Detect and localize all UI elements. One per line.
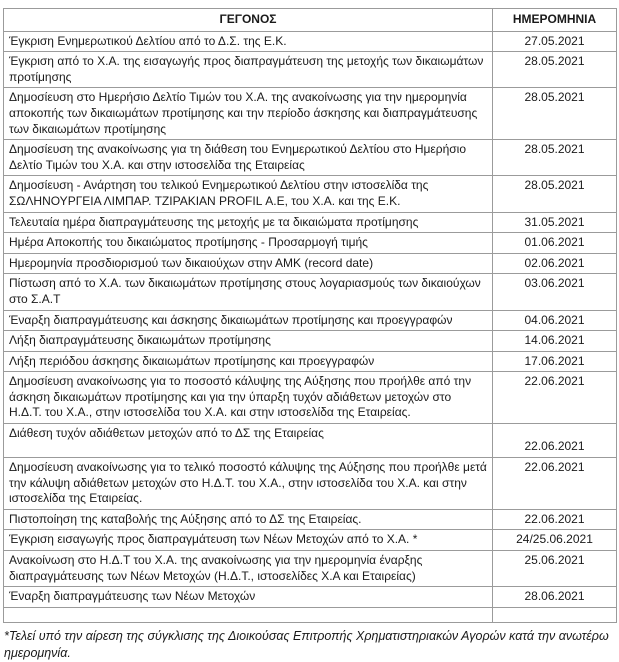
date-cell: 22.06.2021	[493, 424, 617, 458]
event-cell: Λήξη περιόδου άσκησης δικαιωμάτων προτίμησης και προεγγραφών	[4, 351, 493, 372]
event-cell: Έγκριση εισαγωγής προς διαπραγμάτευση των Νέων Μετοχών από το Χ.Α. *	[4, 530, 493, 551]
table-row	[4, 88, 617, 140]
date-cell: 31.05.2021	[493, 212, 617, 233]
table-row	[4, 274, 617, 310]
date-cell: 14.06.2021	[493, 331, 617, 352]
table-row	[4, 551, 617, 587]
event-cell: Πιστοποίηση της καταβολής της Αύξησης από το ΔΣ της Εταιρείας.	[4, 509, 493, 530]
event-cell: Δημοσίευση ανακοίνωσης για το ποσοστό κάλυψης της Αύξησης που προήλθε από την άσκηση δικαιωμάτων προτίμησης και για την ύπαρξη τυχόν αδιάθετων μετοχών στο Η.Δ.Τ. του Χ.Α., στην ιστοσελίδα του Χ.Α. και στην ιστοσελίδα της Εταιρείας.	[4, 372, 493, 424]
event-cell: Δημοσίευση - Ανάρτηση του τελικού Ενημερωτικού Δελτίου στην ιστοσελίδα της ΣΩΛΗΝΟΥΡΓΕΙΑ ΛΙΜΠΑΡ. ΤΖΙΡΑΚΙΑΝ PROFIL Α.Ε, του Χ.Α. και της Ε.Κ.	[4, 176, 493, 212]
event-cell: Ημερομηνία προσδιορισμού των δικαιούχων στην ΑΜΚ (record date)	[4, 253, 493, 274]
date-cell: 22.06.2021	[493, 509, 617, 530]
table-row	[4, 530, 617, 551]
date-cell: 22.06.2021	[493, 458, 617, 510]
date-cell: 28.05.2021	[493, 176, 617, 212]
event-cell: Ανακοίνωση στο Η.Δ.Τ του Χ.Α. της ανακοίνωσης για την ημερομηνία έναρξης διαπραγμάτευσης των Νέων Μετοχών (Η.Δ.Τ., ιστοσελίδες Χ.Α και Εταιρείας)	[4, 551, 493, 587]
date-cell	[493, 607, 617, 622]
table-row	[4, 140, 617, 176]
table-row	[4, 509, 617, 530]
column-header-date: ΗΜΕΡΟΜΗΝΙΑ	[493, 9, 617, 32]
date-cell: 28.05.2021	[493, 52, 617, 88]
footnote: *Τελεί υπό την αίρεση της σύγκλισης της Διοικούσας Επιτροπής Χρηματιστηριακών Αγορών κατά την ανωτέρω ημερομηνία.	[4, 628, 609, 660]
date-cell: 28.05.2021	[493, 140, 617, 176]
event-cell: Δημοσίευση της ανακοίνωσης για τη διάθεση του Ενημερωτικού Δελτίου στο Ημερήσιο Δελτίο Τιμών του Χ.Α. και στην ιστοσελίδα της Εταιρείας	[4, 140, 493, 176]
timeline-table	[3, 8, 617, 623]
table-row	[4, 458, 617, 510]
table-row-empty	[4, 607, 617, 622]
date-cell: 24/25.06.2021	[493, 530, 617, 551]
date-cell: 22.06.2021	[493, 372, 617, 424]
table-row	[4, 253, 617, 274]
table-row	[4, 176, 617, 212]
table-row	[4, 310, 617, 331]
table-row	[4, 424, 617, 458]
event-cell	[4, 607, 493, 622]
event-cell: Δημοσίευση στο Ημερήσιο Δελτίο Τιμών του Χ.Α. της ανακοίνωσης για την ημερομηνία αποκοπής των δικαιωμάτων προτίμησης και την περίοδο άσκησης και διαπραγμάτευσης των δικαιωμάτων προτίμησης	[4, 88, 493, 140]
table-header-row	[4, 9, 617, 32]
table-row	[4, 52, 617, 88]
date-cell: 27.05.2021	[493, 31, 617, 52]
date-cell: 17.06.2021	[493, 351, 617, 372]
date-cell: 28.05.2021	[493, 88, 617, 140]
event-cell: Έναρξη διαπραγμάτευσης και άσκησης δικαιωμάτων προτίμησης και προεγγραφών	[4, 310, 493, 331]
event-cell: Δημοσίευση ανακοίνωσης για το τελικό ποσοστό κάλυψης της Αύξησης που προήλθε μετά την κάλυψη αδιάθετων μετοχών στο Η.Δ.Τ. του Χ.Α., στην ιστοσελίδα του Χ.Α. και στην ιστοσελίδα της Εταιρείας.	[4, 458, 493, 510]
event-cell: Λήξη διαπραγμάτευσης δικαιωμάτων προτίμησης	[4, 331, 493, 352]
event-cell: Ημέρα Αποκοπής του δικαιώματος προτίμησης - Προσαρμογή τιμής	[4, 233, 493, 254]
table-row	[4, 351, 617, 372]
event-cell: Έναρξη διαπραγμάτευσης των Νέων Μετοχών	[4, 587, 493, 608]
event-cell: Έγκριση από το Χ.Α. της εισαγωγής προς διαπραγμάτευση της μετοχής των δικαιωμάτων προτίμησης	[4, 52, 493, 88]
date-cell: 04.06.2021	[493, 310, 617, 331]
table-row	[4, 587, 617, 608]
date-cell: 25.06.2021	[493, 551, 617, 587]
table-row	[4, 372, 617, 424]
date-cell: 01.06.2021	[493, 233, 617, 254]
event-cell: Έγκριση Ενημερωτικού Δελτίου από το Δ.Σ. της Ε.Κ.	[4, 31, 493, 52]
date-cell: 28.06.2021	[493, 587, 617, 608]
table-row	[4, 31, 617, 52]
table-row	[4, 331, 617, 352]
event-cell: Πίστωση από το Χ.Α. των δικαιωμάτων προτίμησης στους λογαριασμούς των δικαιούχων στο Σ.Α.Τ	[4, 274, 493, 310]
event-cell: Τελευταία ημέρα διαπραγμάτευσης της μετοχής με τα δικαιώματα προτίμησης	[4, 212, 493, 233]
table-row	[4, 233, 617, 254]
table-row	[4, 212, 617, 233]
date-cell: 02.06.2021	[493, 253, 617, 274]
date-cell: 03.06.2021	[493, 274, 617, 310]
column-header-event: ΓΕΓΟΝΟΣ	[4, 9, 493, 32]
event-cell: Διάθεση τυχόν αδιάθετων μετοχών από το ΔΣ της Εταιρείας	[4, 424, 493, 458]
